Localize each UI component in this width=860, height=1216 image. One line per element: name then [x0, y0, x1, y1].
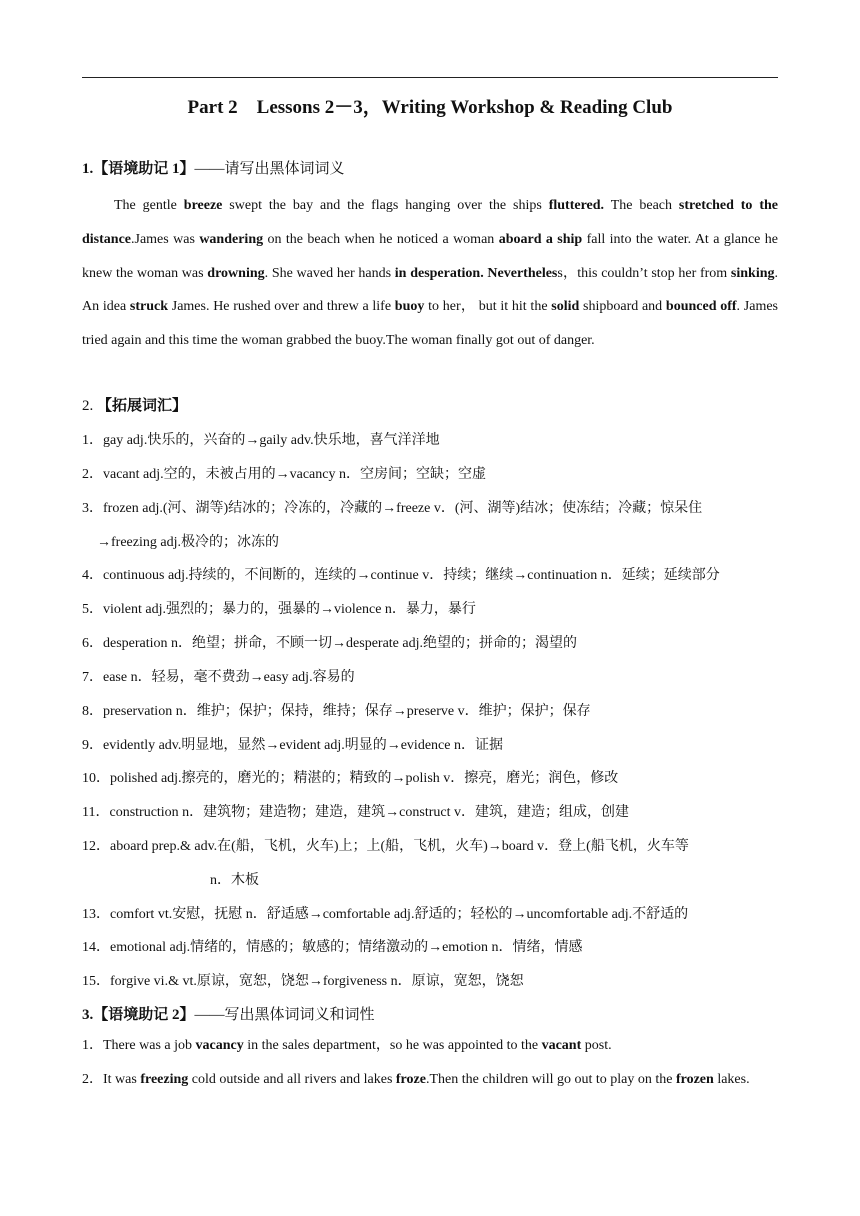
bold-term: stretched to the distance: [82, 198, 778, 247]
text-run: . James tried again and this time the woman grabbed the buoy.The woman finally got out of danger.: [82, 299, 778, 349]
vocab-item: 7．ease n．轻易，毫不费劲→easy adj.容易的: [82, 670, 355, 685]
text-run: swept the bay and the flags hanging over the ships: [222, 198, 549, 213]
bold-term: vacant: [541, 1038, 582, 1053]
section-1-number: 1.: [82, 161, 94, 177]
vocab-item: 4．continuous adj.持续的，不间断的，连续的→continue v．持续；继续→continuation n．延续；延续部分: [82, 568, 720, 583]
text-run: in the sales department，so he was appointed to the: [243, 1038, 542, 1053]
text-run: The gentle: [114, 198, 184, 213]
bold-term: aboard a ship: [498, 231, 583, 247]
text-run: cold outside and all rivers and lakes: [188, 1072, 396, 1087]
text-run: The beach: [604, 198, 679, 213]
vocab-item: 1．gay adj.快乐的，兴奋的→gaily adv.快乐地，喜气洋洋地: [82, 433, 440, 448]
bold-term: froze: [395, 1072, 426, 1087]
text-run: . She waved her hands: [264, 265, 395, 281]
text-run: shipboard and: [579, 299, 666, 315]
text-run: post.: [581, 1038, 612, 1053]
section-3-instruction: ——写出黑体词词义和词性: [194, 1007, 375, 1023]
vocab-item-continuation: n．木板: [210, 873, 259, 888]
text-run: 1．There was a job: [82, 1038, 196, 1053]
vocab-item: 3．frozen adj.(河、湖等)结冰的；冷冻的，冷藏的→freeze v．(河、湖等)结冰；使冻结；冷藏；惊呆住: [82, 501, 703, 516]
bold-term: in desperation. Nevertheles: [394, 265, 558, 281]
text-run: .Then the children will go out to play on the: [425, 1072, 676, 1087]
bold-term: bounced off: [665, 299, 737, 315]
bold-term: buoy: [394, 299, 425, 315]
vocab-item: 2．vacant adj.空的，未被占用的→vacancy n．空房间；空缺；空虚: [82, 467, 486, 482]
context-sentence: [82, 1029, 778, 1063]
section-3-label: 【语境助记 2】: [93, 1007, 195, 1023]
bold-term: frozen: [675, 1072, 714, 1087]
vocab-item: 13．comfort vt.安慰，抚慰 n．舒适感→comfortable adj.舒适的；轻松的→uncomfortable adj.不舒适的: [82, 907, 689, 922]
vocab-item: 11．construction n．建筑物；建造物；建造，建筑→construct v．建筑，建造；组成，创建: [82, 805, 630, 820]
page-title: Part 2 Lessons 2－3，Writing Workshop & Reading Club: [187, 97, 673, 118]
section-2-number: 2.: [82, 398, 94, 414]
text-run: 2．It was: [82, 1072, 141, 1087]
context-paragraph: [82, 189, 778, 358]
bold-term: freezing: [140, 1072, 189, 1087]
vocab-item: 8．preservation n．维护；保护；保持，维持；保存→preserve v．维护；保护；保存: [82, 704, 591, 719]
section-3-heading: [82, 1003, 375, 1024]
section-1-instruction: ——请写出黑体词词义: [194, 161, 345, 177]
bold-term: wandering: [199, 231, 264, 247]
text-run: lakes.: [713, 1072, 750, 1087]
text-run: . An idea: [82, 265, 778, 315]
context-sentence: [82, 1063, 778, 1097]
vocab-item: 9．evidently adv.明显地，显然→evident adj.明显的→evidence n．证据: [82, 738, 503, 753]
bold-term: sinking: [730, 265, 775, 281]
section-3-number: 3.: [82, 1007, 94, 1023]
text-run: .James was: [131, 231, 200, 247]
bold-term: solid: [551, 299, 580, 315]
text-run: on the beach when he noticed a woman: [263, 231, 499, 247]
vocab-item: 15．forgive vi.& vt.原谅，宽恕，饶恕→forgiveness n．原谅，宽恕，饶恕: [82, 974, 524, 989]
text-run: James. He rushed over and threw a life: [168, 299, 395, 315]
vocab-item: 5．violent adj.强烈的；暴力的，强暴的→violence n．暴力，暴行: [82, 602, 476, 617]
section-1-heading: [82, 157, 345, 178]
bold-term: struck: [129, 299, 169, 315]
section-1-label: 【语境助记 1】: [93, 161, 195, 177]
vocab-item: 14．emotional adj.情绪的，情感的；敏感的；情绪激动的→emotion n．情绪，情感: [82, 940, 583, 955]
vocab-item: 12．aboard prep.& adv.在(船，飞机，火车)上；上(船，飞机，火车)→board v．登上(船飞机，火车等: [82, 839, 689, 854]
section-2-label: 【拓展词汇】: [97, 398, 188, 414]
header-rule: [82, 77, 778, 78]
vocab-item: 6．desperation n．绝望；拼命，不顾一切→desperate adj.绝望的；拼命的；渴望的: [82, 636, 577, 651]
text-run: s，this couldn’t stop her from: [557, 265, 731, 281]
bold-term: vacancy: [195, 1038, 244, 1053]
vocab-item-continuation: →freezing adj.极冷的；冰冻的: [97, 535, 279, 550]
vocab-item: 10．polished adj.擦亮的，磨光的；精湛的；精致的→polish v．擦亮，磨光；润色，修改: [82, 771, 619, 786]
bold-term: drowning: [207, 265, 265, 281]
text-run: fall into the water. At a glance he knew the woman was: [82, 231, 778, 281]
section-2-heading: [82, 394, 187, 415]
text-run: to her， but it hit the: [424, 299, 552, 315]
bold-term: breeze: [183, 198, 223, 213]
bold-term: fluttered.: [548, 198, 605, 213]
